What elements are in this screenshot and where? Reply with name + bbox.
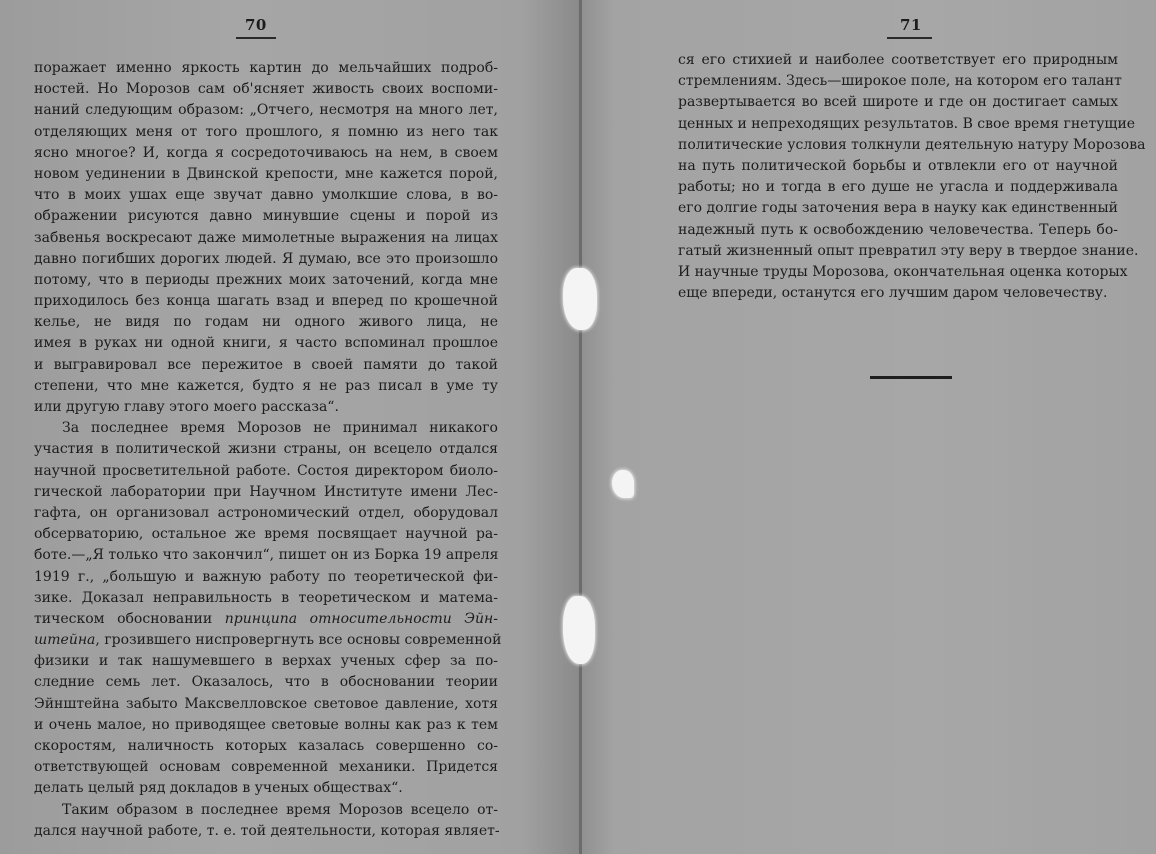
text-line: на путь политической борьбы и отвлекли его от научной xyxy=(678,157,1118,174)
text-line: боте.—„Я только что закончил“, пишет он из Борка 19 апреля xyxy=(34,547,499,564)
text-line: стремлениям. Здесь—широкое поле, на котором его талант xyxy=(678,73,1122,90)
text-line: 1919 г., „большую и важную работу по теоретической фи- xyxy=(34,568,498,585)
text-line: или другую главу этого моего рассказа“. xyxy=(34,399,339,415)
text-line: следние семь лет. Оказалось, что в обосновании теории xyxy=(34,674,498,691)
text-line: развертывается во всей широте и где он достигает самых xyxy=(678,94,1118,111)
text-line: ясно многое? И, когда я сосредоточиваюсь на нем, в своем xyxy=(34,144,498,161)
text-run-remainder: , грозившего ниспровергнуть все основы современной xyxy=(95,632,502,649)
text-line-with-italic xyxy=(34,609,498,630)
text-line: новом уединении в Двинской крепости, мне кажется порой, xyxy=(34,165,498,182)
page-number-rule-right xyxy=(887,37,932,39)
text-line: работы; но и тогда в его душе не угасла и поддерживала xyxy=(678,179,1118,196)
text-line xyxy=(34,630,502,651)
text-line: делать целый ряд докладов в ученых обществах“. xyxy=(34,780,403,797)
text-line: забвенья воскресают даже мимолетные выражения на лицах xyxy=(34,229,498,246)
text-line: келье, не видя по годам ни одного живого лица, не xyxy=(34,314,498,331)
italic-word: штейна xyxy=(34,632,96,649)
text-line: политические условия толкнули деятельную натуру Морозова xyxy=(678,136,1146,153)
text-line: еще впереди, останутся его лучшим даром человечеству. xyxy=(678,285,1108,302)
text-line: За последнее время Морозов не принимал никакого xyxy=(62,420,498,437)
text-line: ся его стихией и наиболее соответствует его природным xyxy=(678,52,1118,68)
paper-tear-mark xyxy=(563,268,597,330)
section-end-rule xyxy=(870,376,952,379)
right-page-text xyxy=(678,50,1146,304)
text-line: зике. Доказал неправильность в теоретическом и матема- xyxy=(34,589,498,606)
text-line: надежный путь к освобождению человечества. Теперь бо- xyxy=(678,221,1118,238)
book-gutter xyxy=(579,0,582,854)
page-number-left: 70 xyxy=(245,16,267,34)
text-line: гатый жизненный опыт превратил эту веру в твердое знание. xyxy=(678,242,1139,259)
text-line: отделяющих меня от того прошлого, я помню из него так xyxy=(34,123,498,140)
text-line: ценных и непреходящих результатов. В свое время гнетущие xyxy=(678,115,1136,132)
paper-tear-mark xyxy=(563,596,595,664)
page-number-right: 71 xyxy=(900,16,922,34)
text-line: приходилось без конца шагать взад и вперед по крошечной xyxy=(34,293,498,310)
text-line: поражает именно яркость картин до мельчайших подроб- xyxy=(34,60,498,76)
text-line: обсерваторию, остальное же время посвящает научной ра- xyxy=(34,526,498,543)
text-line: научной просветительной работе. Состоя директором биоло- xyxy=(34,462,498,479)
text-line: физики и так нашумевшего в верхах ученых сфер за по- xyxy=(34,653,498,670)
text-line: гической лаборатории при Научном Институте имени Лес- xyxy=(34,483,498,500)
text-line: что в моих ушах еще звучат давно умолкшие слова, в во- xyxy=(34,187,498,204)
text-line: Эйнштейна забыто Максвелловское световое давление, хотя xyxy=(34,695,498,712)
text-line: ностей. Но Морозов сам об'ясняет живость своих воспоми- xyxy=(34,81,498,98)
text-line: ответствующей основам современной механики. Придется xyxy=(34,759,498,776)
text-line: дался научной работе, т. е. той деятельности, которая являет- xyxy=(34,822,500,839)
page-number-rule-left xyxy=(236,37,276,39)
text-line: наний следующим образом: „Отчего, несмотря на много лет, xyxy=(34,102,498,119)
italic-phrase: принципа относительности Эйн- xyxy=(224,610,498,627)
text-line: потому, что в периоды прежних моих заточений, когда мне xyxy=(34,271,498,288)
paper-tear-mark xyxy=(612,470,634,498)
text-line: Таким образом в последнее время Морозов всецело от- xyxy=(62,801,498,818)
text-line: И научные труды Морозова, окончательная оценка которых xyxy=(678,263,1128,280)
text-line: скоростям, наличность которых казалась совершенно со- xyxy=(34,738,498,754)
text-line: ображении рисуются давно минувшие сцены и порой из xyxy=(34,208,498,225)
text-run: тическом обосновании xyxy=(34,610,213,627)
text-line: степени, что мне кажется, будто я не раз писал в уме ту xyxy=(34,377,498,394)
text-line: его долгие годы заточения вера в науку как единственный xyxy=(678,200,1118,217)
right-page xyxy=(580,0,1156,854)
text-line: гафта, он организовал астрономический отдел, оборудовал xyxy=(34,504,498,521)
text-line: участия в политической жизни страны, он всецело отдался xyxy=(34,441,498,458)
left-page-text xyxy=(34,58,502,842)
text-line: и очень малое, но приводящее световые волны как раз к тем xyxy=(34,716,498,733)
text-line: имея в руках ни одной книги, я часто вспоминал прошлое xyxy=(34,335,498,352)
text-line: и выгравировал все пережитое в своей памяти до такой xyxy=(34,356,498,373)
text-line: давно погибших дорогих людей. Я думаю, все это произошло xyxy=(34,250,498,267)
